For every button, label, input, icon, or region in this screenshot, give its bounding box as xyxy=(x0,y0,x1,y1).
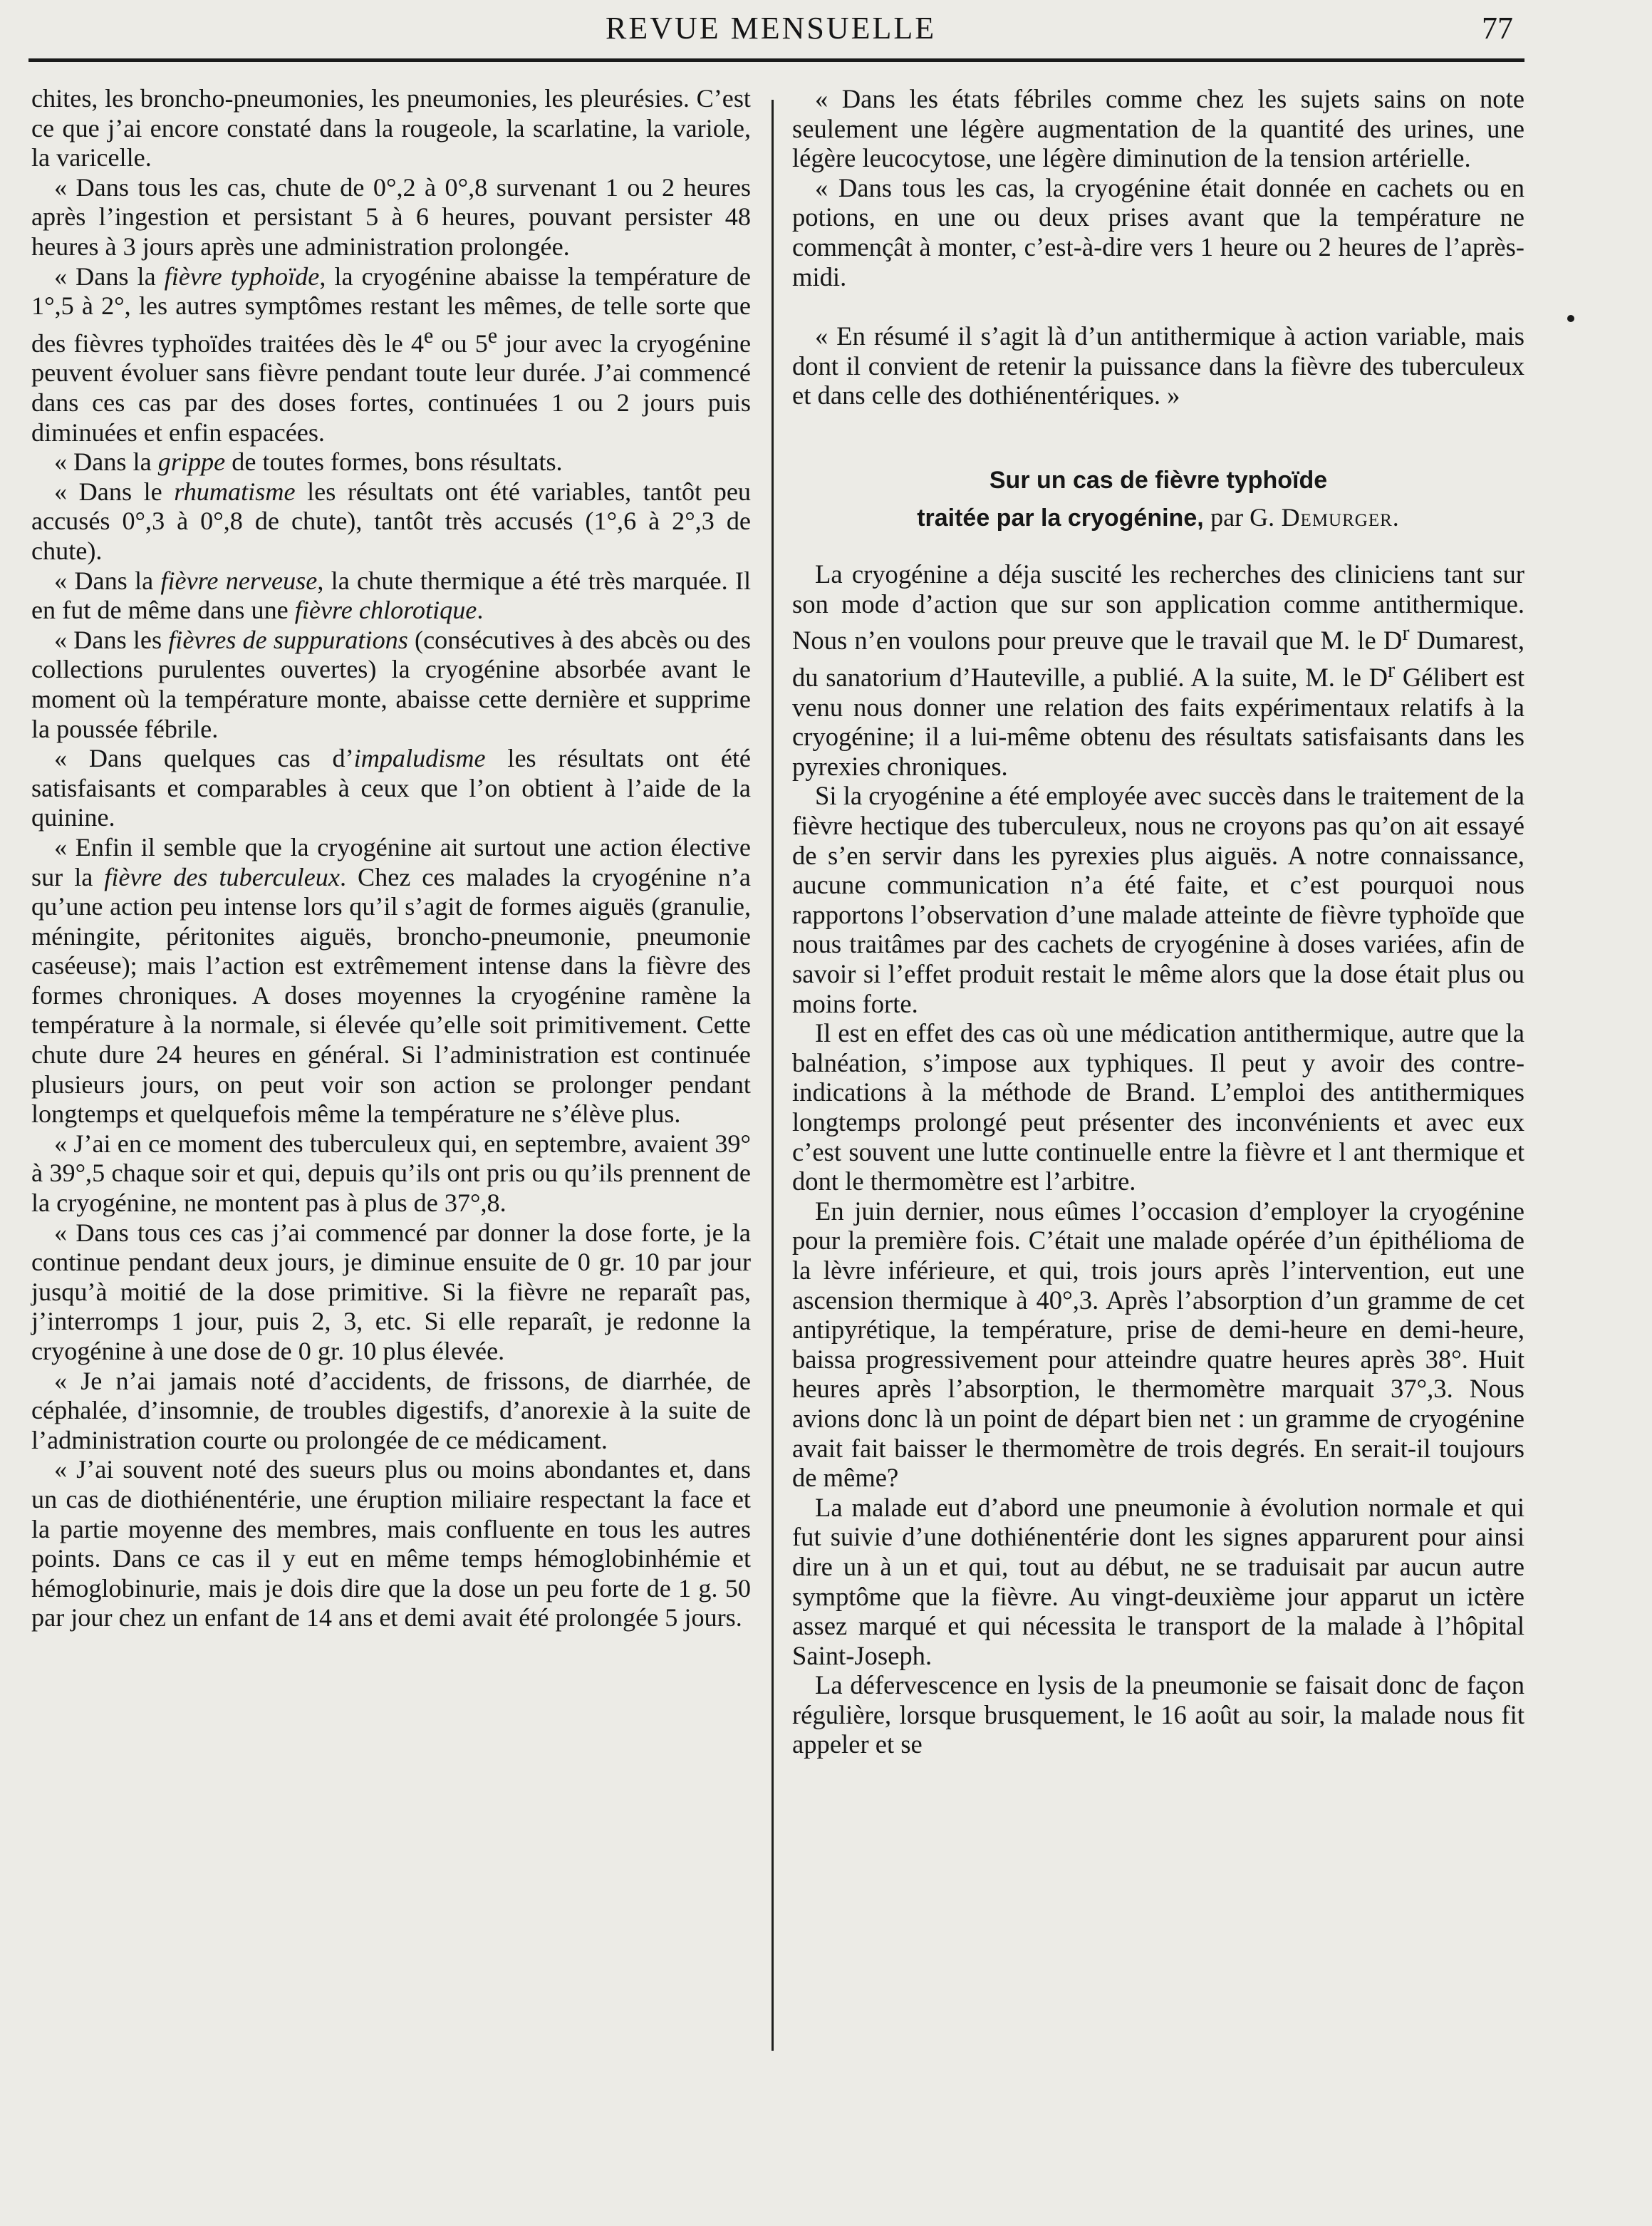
paragraph: « J’ai en ce moment des tuberculeux qui, en septembre, avaient 39° à 39°,5 chaque soir et qui, depuis qu’ils ont pris ou qu’ils prennent de la cryogénine, ne montent pas à plus de 37°,8. xyxy=(31,1129,751,1218)
paragraph-gap xyxy=(792,291,1524,321)
paragraph: Si la cryogénine a été employée avec succès dans le traitement de la fièvre hectique des tuberculeux, nous ne croyons pas qu’on ait essayé de s’en servir dans les pyrexies plus aiguës. A notre connaissance, aucune communication n’a été faite, et c’est pourquoi nous rapportons l’observation d’une malade atteinte de fièvre typhoïde que nous traitâmes par des cachets de cryogénine à doses variées, afin de savoir si l’effet produit restait le même alors que la dose était plus ou moins forte. xyxy=(792,781,1524,1018)
paragraph: « Enfin il semble que la cryogénine ait surtout une action élective sur la fièvre des tuberculeux. Chez ces malades la cryogénine n’a qu’une action peu intense lors qu’il s’agit de formes aiguës (granulie, méningite, péritonites aiguës, broncho-pneumonie, pneumonie caséeuse); mais l’action est extrêmement intense dans la fièvre des formes chroniques. A doses moyennes la cryogénine ramène la température à la normale, si élevée qu’elle soit primitivement. Cette chute dure 24 heures en général. Si l’administration est continuée plusieurs jours, on peut voir son action se prolonger pendant longtemps et quelquefois même la température ne s’élève plus. xyxy=(31,832,751,1129)
article-title-line-1: Sur un cas de fièvre typhoïde xyxy=(989,466,1328,494)
paragraph: « En résumé il s’agit là d’un antithermique à action variable, mais dont il convient de retenir la puissance dans la fièvre des tuberculeux et dans celle des dothiénentériques. » xyxy=(792,321,1524,410)
article-title-line-2-text: traitée par la cryogénine, xyxy=(917,504,1204,532)
page-header xyxy=(28,0,1524,64)
paragraph: « Dans la fièvre typhoïde, la cryogénine abaisse la température de 1°,5 à 2°, les autres symptômes restant les mêmes, de telle sorte que des fièvres typhoïdes traitées dès le 4e ou 5e jour avec la cryogénine peuvent évoluer sans fièvre pendant toute leur durée. J’ai commencé dans ces cas par des doses fortes, continuées 1 ou 2 jours puis diminuées et enfin espacées. xyxy=(31,262,752,447)
author-prefix: par G. xyxy=(1210,502,1275,532)
author-name: Demurger. xyxy=(1281,502,1400,532)
header-rule xyxy=(28,58,1524,62)
paragraph: « Dans la grippe de toutes formes, bons résultats. xyxy=(54,447,563,477)
paragraph: La malade eut d’abord une pneumonie à évolution normale et qui fut suivie d’une dothiénentérie dont les signes apparurent pour ainsi dire un à un et qui, tout au début, ne se traduisait par aucun autre symptôme que la fièvre. Au vingt-deuxième jour apparut un ictère assez marqué et qui nécessita le transport de la malade à l’hôpital Saint-Joseph. xyxy=(792,1492,1524,1670)
article-title-line-2 xyxy=(792,499,1524,537)
paragraph: « Dans la fièvre nerveuse, la chute thermique a été très marquée. Il en fut de même dans une fièvre chlorotique. xyxy=(31,566,752,625)
paragraph: « Je n’ai jamais noté d’accidents, de frissons, de diarrhée, de céphalée, d’insomnie, de troubles digestifs, d’anorexie à la suite de l’administration courte ou prolongée de ce médicament. xyxy=(31,1366,751,1454)
paragraph: La défervescence en lysis de la pneumonie se faisait donc de façon régulière, lorsque brusquement, le 16 août au soir, la malade nous fit appeler et se xyxy=(792,1670,1524,1759)
paragraph: « Dans les états fébriles comme chez les sujets sains on note seulement une légère augmentation de la quantité des urines, une légère leucocytose, une légère diminution de la tension artérielle. xyxy=(792,84,1524,173)
paragraph: Il est en effet des cas où une médication antithermique, autre que la balnéation, s’impose aux typhiques. Il peut y avoir des contre-indications à la méthode de Brand. L’emploi des antithermiques longtemps prolongé peut présenter des inconvénients et avec eux c’est souvent une lutte continuelle entre la fièvre et l ant thermique et dont le thermomètre est l’arbitre. xyxy=(792,1018,1524,1196)
running-title: REVUE MENSUELLE xyxy=(606,11,937,46)
paragraph: « Dans tous les cas, la cryogénine était donnée en cachets ou en potions, en une ou deux prises avant que la température ne commençât à monter, c’est-à-dire vers 1 heure ou 2 heures de l’après-midi. xyxy=(792,172,1524,291)
paragraph: « Dans quelques cas d’impaludisme les résultats ont été satisfaisants et comparables à ceux que l’on obtient à l’aide de la quinine. xyxy=(31,744,751,832)
paragraph: « Dans tous les cas, chute de 0°,2 à 0°,8 survenant 1 ou 2 heures après l’ingestion et persistant 5 à 6 heures, pouvant persister 48 heures à 3 jours après une administration prolongée. xyxy=(31,172,751,261)
paragraph: « Dans tous ces cas j’ai commencé par donner la dose forte, je la continue pendant deux jours, je diminue ensuite de 0 gr. 10 par jour jusqu’à moitié de la dose primitive. Si la fièvre ne reparaît pas, j’interromps 1 jour, puis 2, 3, etc. Si elle reparaît, je redonne la cryogénine à une dose de 0 gr. 10 plus élevée. xyxy=(31,1218,751,1365)
page-number: 77 xyxy=(1482,11,1513,46)
article-title xyxy=(792,462,1524,537)
paragraph: « J’ai souvent noté des sueurs plus ou moins abondantes et, dans un cas de diothiénentérie, une éruption miliaire respectant la face et la partie moyenne des membres, mais confluente en tous les autres points. Dans ce cas il y eut en même temps hémoglobinhémie et hémoglobinurie, mais je dois dire que la dose un peu forte de 1 g. 50 par jour chez un enfant de 14 ans et demi avait été prolongée 5 jours. xyxy=(31,1455,751,1632)
column-divider xyxy=(772,100,774,2051)
right-column-bottom xyxy=(792,559,1524,1759)
paragraph: « Dans les fièvres de suppurations (consécutives à des abcès ou des collections purulentes ouvertes) la cryogénine absorbée avant le moment où la température monte, abaisse cette dernière et supprime la poussée fébrile. xyxy=(31,625,751,743)
paragraph: chites, les broncho-pneumonies, les pneumonies, les pleurésies. C’est ce que j’ai encore constaté dans la rougeole, la scarlatine, la variole, la varicelle. xyxy=(31,84,751,172)
margin-mark xyxy=(1567,315,1574,322)
paragraph: La cryogénine a déja suscité les recherches des cliniciens tant sur son mode d’action que sur son application comme antithermique. Nous n’en voulons pour preuve que le travail que M. le $D^r$ Dumarest, du sanatorium d’Hauteville, a publié. A la suite, M. le $D^r$ Gélibert est venu nous donner une relation des faits expérimentaux relatifs à la cryogénine; il a lui-même obtenu des résultats satisfaisants dans les pyrexies chroniques. xyxy=(792,559,1524,781)
right-column xyxy=(792,84,1524,1759)
right-column-top xyxy=(792,84,1524,410)
left-column xyxy=(31,84,751,1633)
paragraph: En juin dernier, nous eûmes l’occasion d’employer la cryogénine pour la première fois. C’était une malade opérée d’un épithélioma de la lèvre inférieure, et qui, trois jours après l’intervention, eut une ascension thermique à 40°,3. Après l’absorption d’un gramme de cet antipyrétique, la température, prise de demi-heure en demi-heure, baissa progressivement pour atteindre quatre heures après 38°. Huit heures après l’absorption, le thermomètre marquait 37°,3. Nous avions donc là un point de départ bien net : un gramme de cryogénine avait fait baisser le thermomètre de trois degrés. En serait-il toujours de même? xyxy=(792,1196,1524,1493)
paragraph: « Dans le rhumatisme les résultats ont été variables, tantôt peu accusés 0°,3 à 0°,8 de chute), tantôt très accusés (1°,6 à 2°,3 de chute). xyxy=(31,477,751,565)
